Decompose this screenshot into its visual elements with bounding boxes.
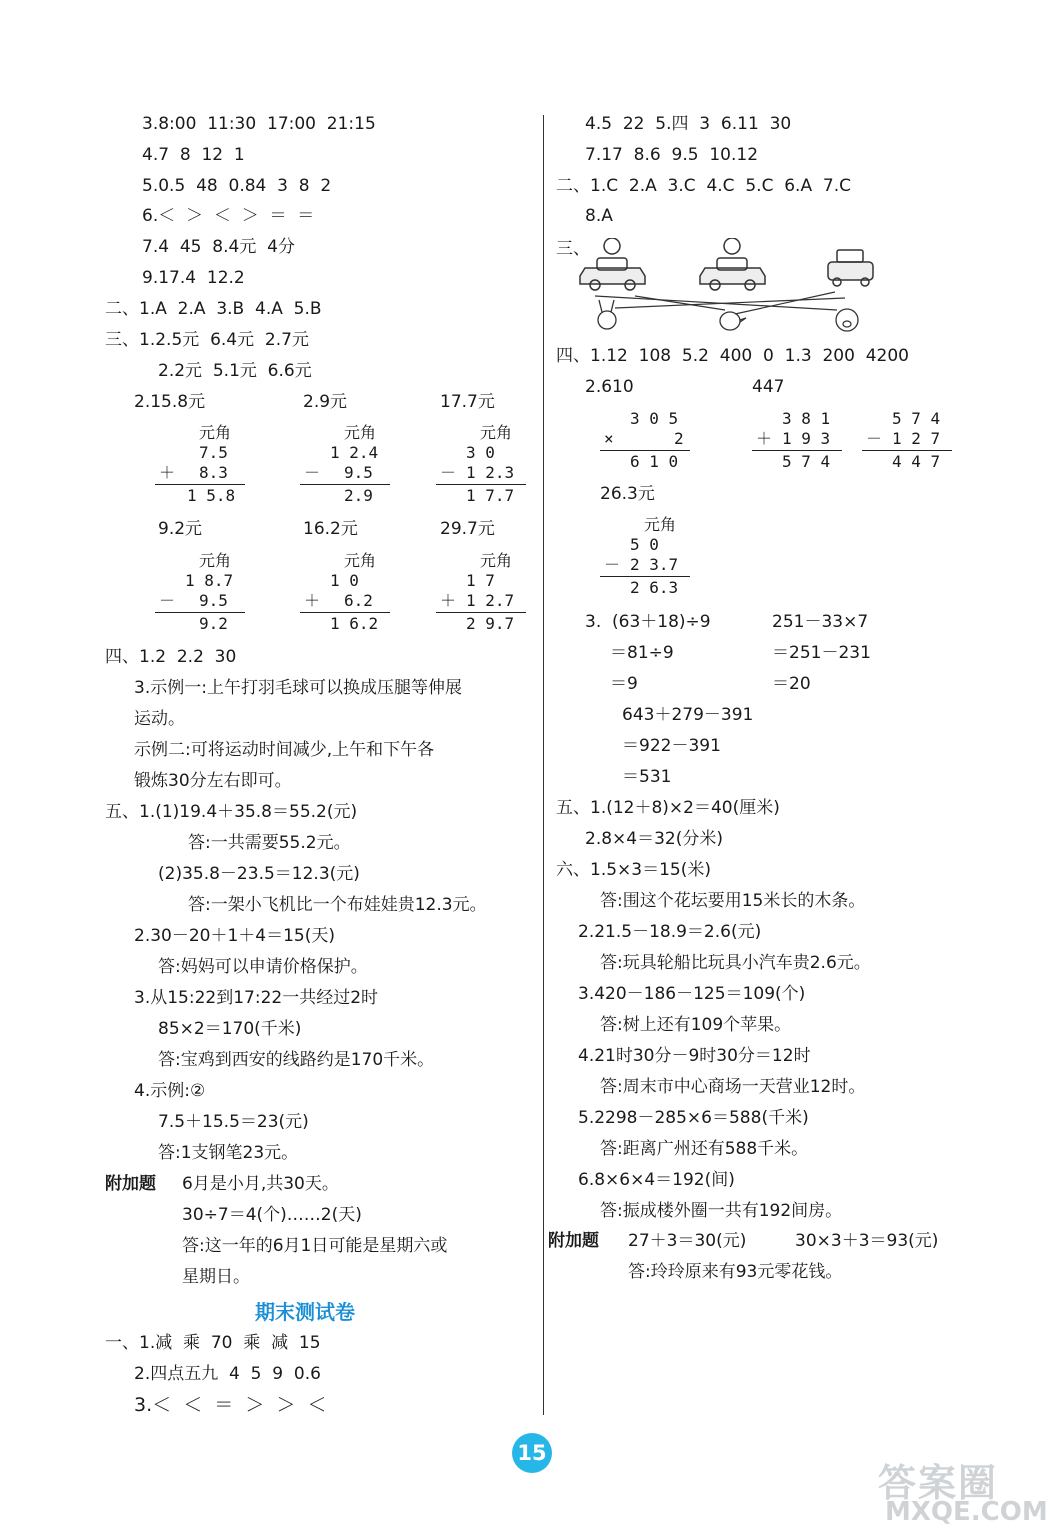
text-line: 3.8:00 11:30 17:00 21:15 — [142, 114, 376, 134]
text-line: 3.示例一:上午打羽毛球可以换成压腿等伸展 — [134, 678, 462, 698]
text-line: 答:一架小飞机比一个布娃娃贵12.3元。 — [188, 895, 487, 915]
matching-illustration — [575, 238, 885, 338]
text-line: 4.21时30分－9时30分＝12时 — [578, 1046, 811, 1066]
text-line: ＝922－391 — [622, 736, 721, 756]
text-line: 17.7元 — [440, 392, 495, 412]
car-icon — [580, 238, 645, 290]
text-line: 2.9元 — [303, 392, 348, 412]
rabbit-icon — [598, 300, 616, 329]
text-line: 答:距离广州还有588千米。 — [600, 1139, 809, 1159]
section-title: 期末测试卷 — [255, 1300, 355, 1324]
text-line: 7.5＋15.5＝23(元) — [158, 1112, 309, 1132]
text-line: 7.17 8.6 9.5 10.12 — [585, 145, 759, 165]
vertical-calc: 元角 1 8.7 － 9.5 9.2 — [155, 552, 247, 638]
text-line: 3.＜ ＜ ＝ ＞ ＞ ＜ — [134, 1394, 327, 1416]
vertical-calc: 元角 1 0 ＋ 6.2 1 6.2 — [300, 552, 392, 638]
text-line: 三、 — [556, 239, 590, 259]
text-line: ＝9 — [610, 674, 638, 694]
text-line: 85×2＝170(千米) — [158, 1019, 302, 1039]
text-line: 五、1.(12＋8)×2＝40(厘米) — [556, 798, 780, 818]
text-line: ＝20 — [772, 674, 811, 694]
vertical-calc: 3 8 1 ＋ 1 9 3 5 7 4 — [752, 410, 844, 474]
car-icon — [700, 238, 765, 290]
text-line: 5.0.5 48 0.84 3 8 2 — [142, 176, 332, 196]
text-line: 答:树上还有109个苹果。 — [600, 1015, 792, 1035]
text-line: 2.21.5－18.9＝2.6(元) — [578, 922, 762, 942]
text-line: 9.17.4 12.2 — [142, 268, 245, 288]
vertical-calc: 元角 1 7 ＋ 1 2.7 2 9.7 — [436, 552, 528, 638]
text-line: 29.7元 — [440, 519, 495, 539]
text-line: 四、1.12 108 5.2 400 0 1.3 200 4200 — [556, 346, 909, 366]
text-line: 答:一共需要55.2元。 — [188, 833, 351, 853]
text-line: 30÷7＝4(个)……2(天) — [182, 1205, 362, 1225]
bonus-label: 附加题 — [548, 1231, 599, 1251]
text-line: 6.＜ ＞ ＜ ＞ ＝ ＝ — [142, 206, 315, 226]
text-line: 2.30－20＋1＋4＝15(天) — [134, 926, 336, 946]
text-line: 运动。 — [134, 709, 185, 729]
text-line: 答:振成楼外圈一共有192间房。 — [600, 1201, 843, 1221]
text-line: 星期日。 — [182, 1267, 250, 1287]
text-line: 答:围这个花坛要用15米长的木条。 — [600, 891, 866, 911]
vertical-calc: 3 0 5 × 2 6 1 0 — [600, 410, 692, 474]
text-line: 答:宝鸡到西安的线路约是170千米。 — [158, 1050, 435, 1070]
text-line: 二、1.A 2.A 3.B 4.A 5.B — [105, 299, 322, 319]
text-line: 2.610 — [585, 377, 634, 397]
text-line: 答:这一年的6月1日可能是星期六或 — [182, 1236, 448, 1256]
text-line: 251－33×7 — [772, 612, 869, 632]
text-line: 四、1.2 2.2 30 — [105, 647, 237, 667]
car-icon — [828, 250, 873, 286]
text-line: 4.示例:② — [134, 1081, 206, 1101]
text-line: 9.2元 — [158, 519, 203, 539]
text-line: 答:1支钢笔23元。 — [158, 1143, 299, 1163]
text-line: 2.2元 5.1元 6.6元 — [158, 361, 312, 381]
text-line: 六、1.5×3＝15(米) — [556, 860, 711, 880]
text-line: 3. (63＋18)÷9 — [585, 612, 711, 632]
text-line: 答:玩具轮船比玩具小汽车贵2.6元。 — [600, 953, 871, 973]
text-line: 643＋279－391 — [622, 705, 754, 725]
text-line: ＝251－231 — [772, 643, 871, 663]
page-number: 15 — [512, 1433, 552, 1473]
text-line: (2)35.8－23.5＝12.3(元) — [158, 864, 360, 884]
text-line: 2.四点五九 4 5 9 0.6 — [134, 1364, 321, 1384]
text-line: 6.8×6×4＝192(间) — [578, 1170, 735, 1190]
bird-icon — [720, 312, 746, 330]
text-line: 三、1.2.5元 6.4元 2.7元 — [105, 330, 309, 350]
text-line: 五、1.(1)19.4＋35.8＝55.2(元) — [105, 802, 358, 822]
text-line: 6月是小月,共30天。 — [182, 1174, 339, 1194]
text-line: 二、1.C 2.A 3.C 4.C 5.C 6.A 7.C — [556, 176, 851, 196]
text-line: ＝81÷9 — [610, 643, 674, 663]
text-line: 16.2元 — [303, 519, 358, 539]
text-line: 示例二:可将运动时间减少,上午和下午各 — [134, 740, 435, 760]
text-line: 锻炼30分左右即可。 — [134, 771, 292, 791]
vertical-calc: 元角 7.5 ＋ 8.3 1 5.8 — [155, 424, 247, 510]
text-line: 3.从15:22到17:22一共经过2时 — [134, 988, 379, 1008]
pig-icon — [836, 309, 858, 331]
text-line: 2.8×4＝32(分米) — [585, 829, 723, 849]
text-line: 4.7 8 12 1 — [142, 145, 245, 165]
text-line: 26.3元 — [600, 484, 655, 504]
text-line: 447 — [752, 377, 785, 397]
vertical-calc: 5 7 4 － 1 2 7 4 4 7 — [862, 410, 954, 474]
vertical-calc: 元角 5 0 － 2 3.7 2 6.3 — [600, 516, 692, 602]
text-line: 27＋3＝30(元) — [628, 1231, 747, 1251]
text-line: 7.4 45 8.4元 4分 — [142, 237, 295, 257]
text-line: 答:妈妈可以申请价格保护。 — [158, 957, 368, 977]
watermark-logo: 答案圈 — [878, 1461, 999, 1505]
text-line: 8.A — [585, 206, 613, 226]
text-line: 5.2298－285×6＝588(千米) — [578, 1108, 809, 1128]
text-line: 3.420－186－125＝109(个) — [578, 984, 806, 1004]
text-line: 30×3＋3＝93(元) — [795, 1231, 939, 1251]
bonus-label: 附加题 — [105, 1174, 156, 1194]
text-line: 4.5 22 5.四 3 6.11 30 — [585, 114, 792, 134]
text-line: 2.15.8元 — [134, 392, 206, 412]
watermark-url: MXQE.COM — [885, 1497, 1048, 1527]
text-line: 一、1.减 乘 70 乘 减 15 — [105, 1333, 321, 1353]
text-line: 答:周末市中心商场一天营业12时。 — [600, 1077, 866, 1097]
text-line: ＝531 — [622, 767, 672, 787]
vertical-calc: 元角 3 0 － 1 2.3 1 7.7 — [436, 424, 528, 510]
vertical-calc: 元角 1 2.4 － 9.5 2.9 — [300, 424, 392, 510]
column-divider — [543, 115, 544, 1415]
text-line: 答:玲玲原来有93元零花钱。 — [628, 1262, 843, 1282]
